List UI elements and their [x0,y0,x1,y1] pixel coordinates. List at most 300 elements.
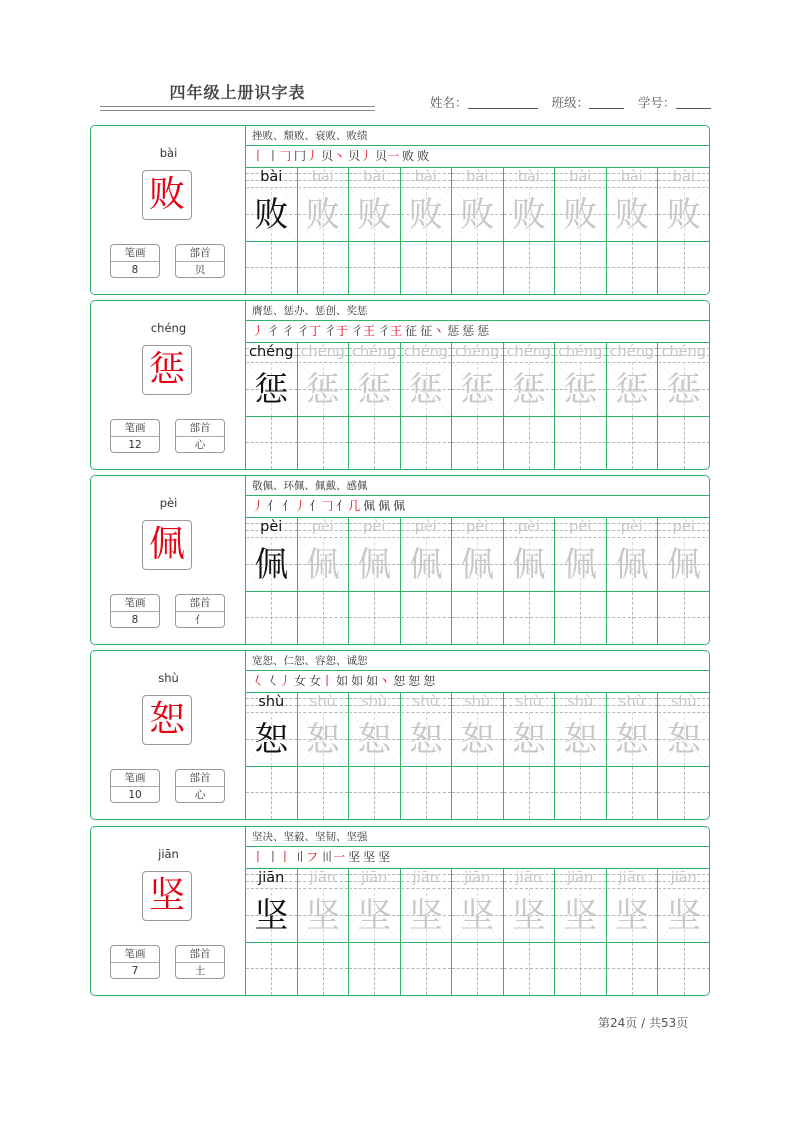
character-display: 恕 [142,695,192,745]
character-info-panel [91,827,246,995]
stroke-step [393,674,405,688]
example-words: 宽恕、仁恕、容恕、诚恕 [246,651,709,671]
trace-pinyin: chéng [300,344,345,360]
tracing-cell[interactable] [452,868,504,995]
stroke-step-new: 丨 [279,850,292,864]
character-display: 佩 [142,520,192,570]
stroke-step-base: 如 [336,674,349,688]
guide-line [323,417,324,469]
stroke-step [348,149,372,163]
character-card [90,650,710,820]
example-words: 敬佩、环佩、佩戴、感佩 [246,476,709,496]
trace-character: 佩 [563,545,598,585]
practice-panel [246,301,709,469]
stroke-step [252,149,264,163]
example-words: 坚决、坚毅、坚韧、坚强 [246,827,709,847]
trace-character: 败 [305,195,340,235]
trace-pinyin: pèi [414,519,437,535]
character-display: 败 [142,170,192,220]
stroke-step-base: 恕 [408,674,421,688]
trace-character: 坚 [305,896,340,936]
guide-line [271,592,272,644]
trace-character: 恕 [305,720,340,760]
tracing-cell[interactable] [555,868,607,995]
stroke-step-base: 彳 [351,324,364,338]
page-number: 第24页 / 共53页 [598,1016,689,1030]
trace-character: 惩 [511,370,546,410]
stroke-step-new: 丨 [321,674,334,688]
trace-character: 恕 [460,720,495,760]
model-cell[interactable] [246,868,298,995]
trace-character: 佩 [408,545,443,585]
trace-character: 佩 [511,545,546,585]
example-words: 挫败、颓败、衰败、败绩 [246,126,709,146]
stroke-step-new: 𠃌 [279,149,292,163]
stroke-step [408,674,420,688]
tracing-cell[interactable] [349,167,401,294]
stroke-count-box [110,419,160,453]
trace-pinyin: bài [311,169,334,185]
tracing-cell[interactable] [298,868,350,995]
stroke-step-new: 一 [387,149,400,163]
trace-character: 佩 [357,545,392,585]
stroke-step-new: 丶 [432,324,445,338]
stroke-step [462,324,474,338]
character-info-panel [91,301,246,469]
tracing-cell[interactable] [555,342,607,469]
stroke-count-box-label: 笔画 [111,770,159,787]
trace-pinyin: jiān [412,870,439,886]
guide-line [684,242,685,294]
trace-character: 败 [408,195,443,235]
trace-pinyin: pèi [672,519,695,535]
tracing-cell[interactable] [504,167,556,294]
stroke-step-base: 佩 [393,499,406,513]
stroke-step-new: 丨 [252,149,265,163]
guide-line [632,592,633,644]
guide-line [426,767,427,819]
radical-box [175,419,225,453]
trace-pinyin: shù [567,694,594,710]
trace-pinyin: shù [412,694,439,710]
stroke-step-base: 恕 [423,674,436,688]
guide-line [477,943,478,995]
trace-pinyin: pèi [569,519,592,535]
stroke-step-new: 𠃌 [321,499,334,513]
stroke-step-new: 王 [363,324,376,338]
model-pinyin: jiān [258,870,285,886]
tracing-cell[interactable] [607,167,659,294]
trace-character: 惩 [357,370,392,410]
trace-character: 恕 [563,720,598,760]
stroke-step-base: 女 [309,674,322,688]
stroke-step [282,499,306,513]
stroke-step-new: 几 [348,499,361,513]
stroke-step [267,324,279,338]
trace-character: 惩 [563,370,598,410]
stroke-step-base: 征 [420,324,433,338]
stroke-order-row [246,670,709,693]
tracing-cell[interactable] [298,517,350,644]
guide-line [632,943,633,995]
stroke-step-new: 丿 [360,149,373,163]
student-field-blank[interactable] [468,108,538,109]
practice-panel [246,827,709,995]
tracing-cell[interactable] [607,692,659,819]
trace-character: 佩 [460,545,495,585]
stroke-step-new: 丿 [306,149,319,163]
stroke-step [321,149,345,163]
trace-pinyin: chéng [352,344,397,360]
tracing-cell[interactable] [298,692,350,819]
tracing-cell[interactable] [658,868,710,995]
stroke-step [363,850,375,864]
model-pinyin: shù [258,694,285,710]
practice-panel [246,476,709,644]
tracing-cell[interactable] [504,517,556,644]
trace-character: 坚 [408,896,443,936]
radical-box [175,769,225,803]
tracing-cell[interactable] [401,517,453,644]
guide-line [580,943,581,995]
stroke-step-new: 王 [390,324,403,338]
guide-line [529,943,530,995]
tracing-cell[interactable] [555,692,607,819]
student-field-label: 班级： [551,95,590,110]
model-pinyin: pèi [260,519,283,535]
stroke-count-box-value: 8 [131,614,139,626]
guide-line [374,592,375,644]
guide-line [580,417,581,469]
guide-line [529,417,530,469]
stroke-step [375,149,399,163]
tracing-cell[interactable] [658,342,710,469]
trace-character: 惩 [614,370,649,410]
stroke-step [252,850,264,864]
stroke-step-base: 彳 [282,324,295,338]
character-display: 坚 [142,871,192,921]
stroke-step [423,674,435,688]
stroke-count-box [110,594,160,628]
radical-box-label: 部首 [176,595,224,612]
practice-panel [246,126,709,294]
stroke-step-base: 佩 [378,499,391,513]
stroke-step-base: 如 [351,674,364,688]
stroke-count-box-value: 12 [128,439,142,451]
stroke-step-new: 丨 [252,850,265,864]
stroke-step [417,149,429,163]
student-field-blank[interactable] [589,108,624,109]
model-cell[interactable] [246,517,298,644]
tracing-cell[interactable] [607,342,659,469]
guide-line [374,242,375,294]
stroke-step-new: 𡿨 [252,674,265,688]
trace-character: 惩 [408,370,443,410]
model-cell[interactable] [246,167,298,294]
stroke-step [252,674,264,688]
stroke-step-new: 丿 [279,674,292,688]
trace-character: 恕 [511,720,546,760]
tracing-cell[interactable] [452,342,504,469]
stroke-step-base: 佩 [363,499,376,513]
tracing-cell[interactable] [504,868,556,995]
character-pinyin: shù [158,671,179,685]
stroke-step-base: 败 [402,149,415,163]
stroke-step-base: 败 [417,149,430,163]
guide-line [632,767,633,819]
tracing-cell[interactable] [504,342,556,469]
trace-character: 坚 [511,896,546,936]
trace-pinyin: jiān [567,870,594,886]
tracing-cell[interactable] [401,342,453,469]
trace-pinyin: bài [672,169,695,185]
trace-pinyin: bài [414,169,437,185]
guide-line [426,242,427,294]
tracing-cell[interactable] [607,868,659,995]
practice-grid [246,517,709,644]
stroke-step-new: 丶 [378,674,391,688]
trace-pinyin: pèi [363,519,386,535]
tracing-cell[interactable] [298,167,350,294]
radical-box-label: 部首 [176,245,224,262]
stroke-step-base: 贝 [321,149,334,163]
radical-box [175,945,225,979]
character-info-panel [91,476,246,644]
stroke-step-base: 〣 [321,850,334,864]
character-card [90,125,710,295]
trace-pinyin: shù [309,694,336,710]
guide-line [323,592,324,644]
stroke-step-new: 于 [336,324,349,338]
guide-line [323,242,324,294]
radical-box-label: 部首 [176,946,224,963]
stroke-order-row [246,495,709,518]
guide-line [426,943,427,995]
guide-line [684,767,685,819]
trace-pinyin: jiān [515,870,542,886]
trace-pinyin: bài [517,169,540,185]
trace-character: 佩 [614,545,649,585]
radical-box-value: 心 [194,439,206,451]
student-field-label: 学号： [638,95,676,110]
stroke-step [477,324,489,338]
tracing-cell[interactable] [349,692,401,819]
guide-line [426,417,427,469]
stroke-step-base: 恕 [393,674,406,688]
trace-pinyin: jiān [670,870,697,886]
tracing-cell[interactable] [658,692,710,819]
practice-panel [246,651,709,819]
trace-pinyin: chéng [403,344,448,360]
tracing-cell[interactable] [349,517,401,644]
character-card [90,826,710,996]
trace-pinyin: shù [515,694,542,710]
trace-character: 恕 [666,720,701,760]
guide-line [271,767,272,819]
model-pinyin: chéng [249,344,294,360]
tracing-cell[interactable] [607,517,659,644]
stroke-step [366,674,390,688]
stroke-count-box-label: 笔画 [111,946,159,963]
trace-pinyin: shù [618,694,645,710]
student-field-label: 姓名： [430,95,468,110]
stroke-count-box-value: 7 [131,965,139,977]
stroke-step [324,324,348,338]
trace-character: 恕 [408,720,443,760]
trace-character: 坚 [460,896,495,936]
model-character: 坚 [254,896,289,936]
guide-line [477,767,478,819]
stroke-count-box-label: 笔画 [111,595,159,612]
stroke-step [309,499,333,513]
trace-character: 败 [614,195,649,235]
student-info-fields [430,93,725,111]
trace-pinyin: chéng [609,344,654,360]
student-field [552,95,625,110]
guide-line [684,592,685,644]
tracing-cell[interactable] [401,692,453,819]
trace-pinyin: pèi [517,519,540,535]
model-character: 恕 [254,720,289,760]
stroke-step [267,674,291,688]
trace-pinyin: chéng [455,344,500,360]
stroke-step-base: 𡿨 [267,674,280,688]
tracing-cell[interactable] [298,342,350,469]
trace-character: 败 [563,195,598,235]
character-card [90,475,710,645]
stroke-step-base: 亻 [282,499,295,513]
character-pinyin: chéng [150,321,187,335]
trace-pinyin: jiān [464,870,491,886]
title-underline [100,106,375,107]
stroke-step [405,324,417,338]
trace-pinyin: chéng [558,344,603,360]
tracing-cell[interactable] [401,868,453,995]
example-words: 膺惩、惩办、惩创、奖惩 [246,301,709,321]
stroke-order-row [246,846,709,869]
trace-pinyin: shù [464,694,491,710]
model-cell[interactable] [246,692,298,819]
stroke-step [378,850,390,864]
tracing-cell[interactable] [401,167,453,294]
stroke-step [378,499,390,513]
tracing-cell[interactable] [452,167,504,294]
guide-line [529,592,530,644]
stroke-step [351,324,375,338]
stroke-step [294,850,318,864]
radical-box [175,244,225,278]
model-character: 败 [254,195,289,235]
tracing-cell[interactable] [555,167,607,294]
stroke-step [297,324,321,338]
trace-pinyin: jiān [361,870,388,886]
tracing-cell[interactable] [504,692,556,819]
stroke-step-base: 冂 [294,149,307,163]
radical-box-value: 贝 [194,264,206,276]
stroke-step [267,149,291,163]
stroke-step [402,149,414,163]
practice-grid [246,167,709,294]
trace-character: 恕 [614,720,649,760]
tracing-cell[interactable] [349,868,401,995]
trace-character: 败 [511,195,546,235]
practice-grid [246,692,709,819]
model-cell[interactable] [246,342,298,469]
guide-line [477,417,478,469]
student-field [638,95,711,110]
stroke-step-base: 征 [405,324,418,338]
character-display: 惩 [142,345,192,395]
tracing-cell[interactable] [555,517,607,644]
trace-pinyin: chéng [661,344,706,360]
trace-character: 佩 [666,545,701,585]
stroke-step [267,850,291,864]
stroke-step [393,499,405,513]
stroke-step-base: 亻 [267,499,280,513]
stroke-step-base: 贝 [348,149,361,163]
trace-character: 败 [357,195,392,235]
radical-box-label: 部首 [176,770,224,787]
stroke-step [282,324,294,338]
stroke-order-row [246,320,709,343]
stroke-step [351,674,363,688]
stroke-step [294,674,306,688]
trace-pinyin: bài [569,169,592,185]
trace-pinyin: pèi [311,519,334,535]
tracing-cell[interactable] [658,167,710,294]
stroke-step-base: 如 [366,674,379,688]
practice-grid [246,868,709,995]
trace-pinyin: bài [363,169,386,185]
title-underline-2 [100,110,375,111]
guide-line [632,417,633,469]
stroke-step-base: 坚 [348,850,361,864]
stroke-step [252,499,264,513]
trace-character: 败 [460,195,495,235]
practice-grid [246,342,709,469]
guide-line [684,943,685,995]
stroke-step-base: 坚 [378,850,391,864]
trace-pinyin: bài [620,169,643,185]
stroke-step [378,324,402,338]
radical-box-value: 土 [194,965,206,977]
trace-character: 坚 [666,896,701,936]
tracing-cell[interactable] [452,517,504,644]
model-character: 佩 [254,545,289,585]
stroke-step [447,324,459,338]
stroke-step-base: 坚 [363,850,376,864]
radical-box [175,594,225,628]
stroke-step [336,674,348,688]
trace-character: 惩 [460,370,495,410]
stroke-step [252,324,264,338]
trace-character: 佩 [305,545,340,585]
tracing-cell[interactable] [349,342,401,469]
tracing-cell[interactable] [658,517,710,644]
student-field [430,95,538,110]
student-field-blank[interactable] [676,108,711,109]
stroke-step [309,674,333,688]
trace-pinyin: shù [670,694,697,710]
guide-line [374,943,375,995]
stroke-step-base: 惩 [462,324,475,338]
guide-line [271,943,272,995]
trace-character: 惩 [666,370,701,410]
stroke-step-base: 彳 [267,324,280,338]
tracing-cell[interactable] [452,692,504,819]
stroke-step [321,850,345,864]
stroke-step-base: 女 [294,674,307,688]
